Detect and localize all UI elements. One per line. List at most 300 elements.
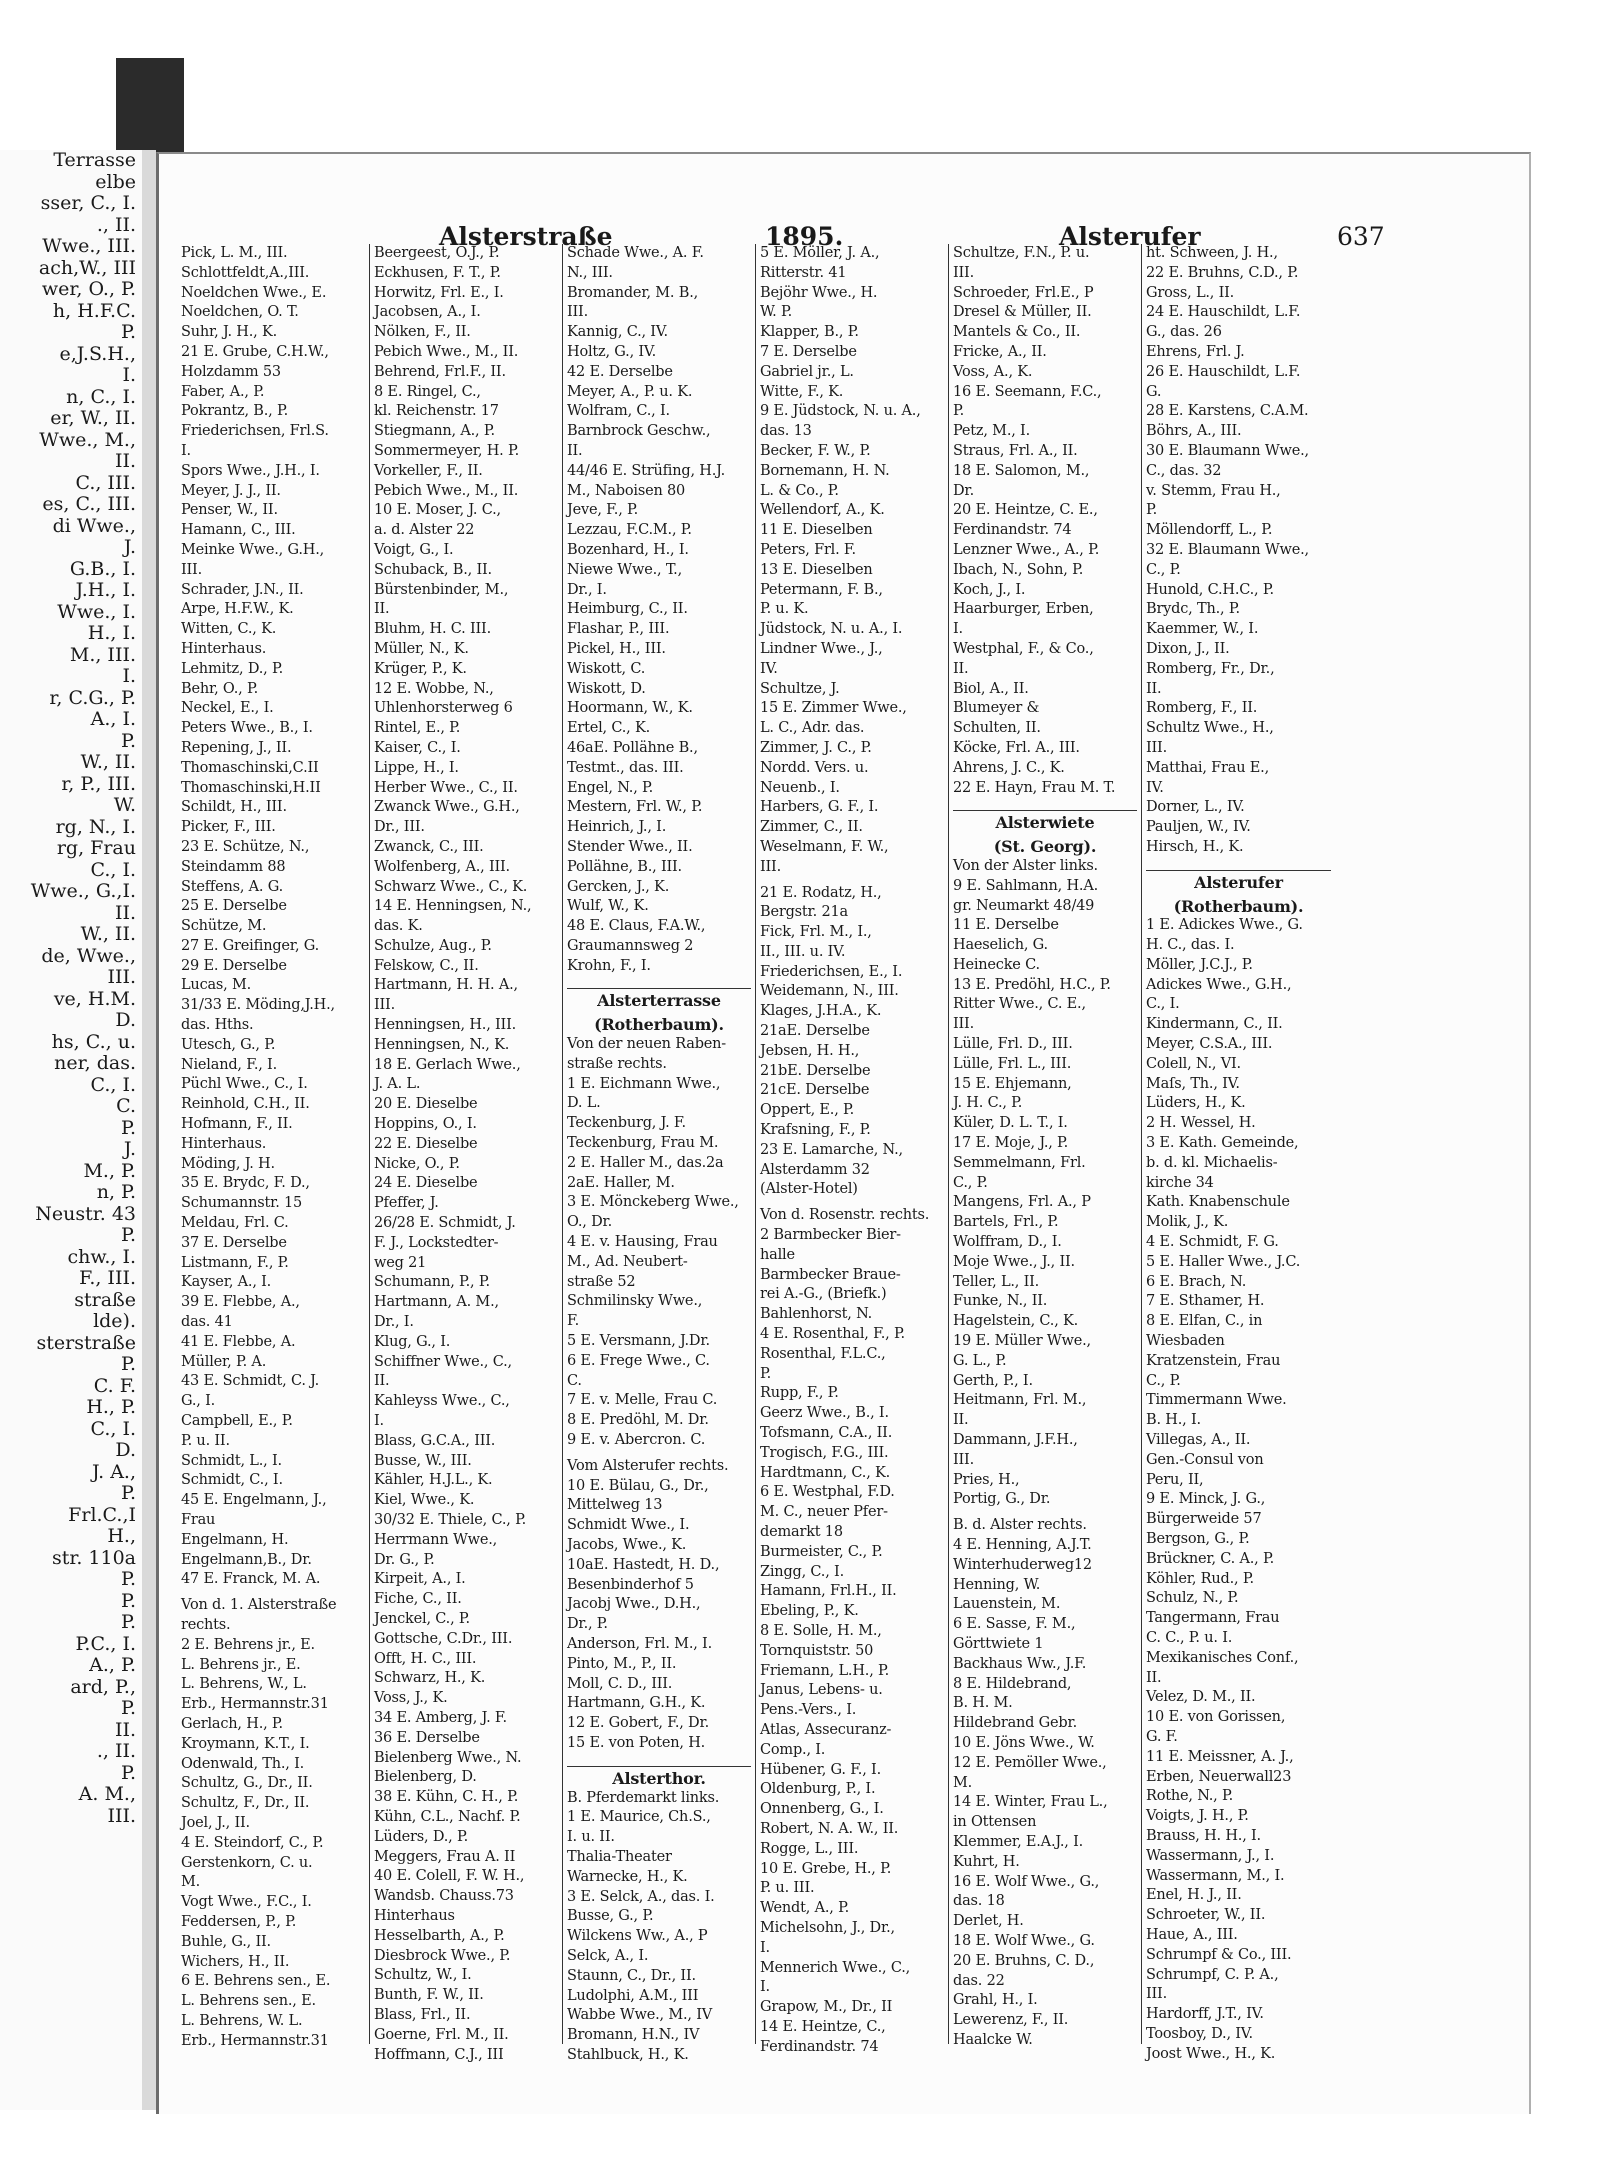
- directory-entry: Teckenburg, J. F.: [567, 1115, 686, 1132]
- fragment-line: ard, P.,: [70, 1675, 136, 1698]
- directory-entry: 15 E. Zimmer Wwe.,: [760, 700, 907, 717]
- directory-entry: Koch, J., I.: [953, 581, 1026, 598]
- directory-entry: Dr., P.: [567, 1616, 608, 1633]
- directory-column-6: [1142, 244, 1335, 2062]
- directory-entry: 34 E. Amberg, J. F.: [374, 1709, 507, 1726]
- directory-entry: 2 E. Behrens jr., E.: [181, 1636, 315, 1653]
- directory-entry: 30 E. Blaumann Wwe.,: [1146, 442, 1309, 459]
- directory-entry: Rupp, F., P.: [760, 1385, 839, 1402]
- directory-entry: Staunn, C., Dr., II.: [567, 1967, 696, 1984]
- directory-entry: Kuhrt, H.: [953, 1853, 1020, 1870]
- directory-entry: 5 E. Haller Wwe., J.C.: [1146, 1253, 1301, 1270]
- directory-entry: Görttwiete 1: [953, 1635, 1044, 1652]
- directory-entry: Wilckens Ww., A., P: [567, 1928, 708, 1945]
- directory-entry: Sommermeyer, H. P.: [374, 442, 520, 459]
- directory-entry: 12 E. Gobert, F., Dr.: [567, 1715, 710, 1732]
- street-heading: (Rotherbaum).: [594, 1015, 724, 1035]
- directory-entry: 6 E. Behrens sen., E.: [181, 1973, 331, 1990]
- directory-entry: 10 E. Grebe, H., P.: [760, 1860, 892, 1877]
- fragment-line: ve, H.M.: [53, 987, 136, 1010]
- directory-entry: Jebsen, H. H.,: [760, 1042, 860, 1059]
- directory-entry: a. d. Alster 22: [374, 522, 475, 539]
- directory-entry: Tornquiststr. 50: [760, 1642, 874, 1659]
- directory-entry: Herber Wwe., C., II.: [374, 779, 518, 796]
- directory-entry: rechts.: [181, 1616, 231, 1633]
- directory-entry: Bielenberg, D.: [374, 1769, 477, 1786]
- directory-entry: Pries, H.,: [953, 1471, 1020, 1488]
- directory-entry: Moje Wwe., J., II.: [953, 1253, 1075, 1270]
- directory-entry: 26/28 E. Schmidt, J.: [374, 1215, 516, 1232]
- directory-entry: M., Naboisen 80: [567, 482, 686, 499]
- directory-entry: P.: [1146, 502, 1158, 519]
- fragment-line: de, Wwe.,: [41, 944, 136, 967]
- fragment-line: r, C.G., P.: [49, 686, 136, 709]
- directory-entry: III.: [1146, 1986, 1167, 2003]
- directory-entry: Hartmann, G.H., K.: [567, 1695, 706, 1712]
- directory-entry: Uhlenhorsterweg 6: [374, 700, 513, 717]
- directory-entry: Michelsohn, J., Dr.,: [760, 1919, 895, 1936]
- directory-entry: Derlet, H.: [953, 1913, 1024, 1930]
- directory-entry: Behr, O., P.: [181, 680, 259, 697]
- directory-entry: Ahrens, J. C., K.: [953, 759, 1065, 776]
- street-heading: (St. Georg).: [993, 837, 1097, 857]
- directory-entry: Gercken, J., K.: [567, 878, 670, 895]
- directory-entry: Bromander, M. B.,: [567, 284, 699, 301]
- directory-entry: Engelmann, H.: [181, 1531, 289, 1548]
- directory-entry: Schultz, F., Dr., II.: [181, 1795, 310, 1812]
- directory-entry: Pokrantz, B., P.: [181, 403, 288, 420]
- directory-entry: 2 H. Wessel, H.: [1146, 1115, 1256, 1132]
- directory-entry: Böhrs, A., III.: [1146, 423, 1242, 440]
- directory-entry: L. Behrens sen., E.: [181, 1993, 316, 2010]
- directory-entry: Lüders, D., P.: [374, 1828, 468, 1845]
- directory-entry: Dr., I.: [567, 581, 607, 598]
- directory-entry: Felskow, C., II.: [374, 957, 479, 974]
- fragment-line: r, P., III.: [61, 772, 136, 795]
- directory-entry: Gabriel jr., L.: [760, 363, 854, 380]
- directory-entry: 37 E. Derselbe: [181, 1234, 287, 1251]
- fragment-line: W.: [113, 794, 136, 816]
- directory-entry: 12 E. Wobbe, N.,: [374, 680, 494, 697]
- directory-entry: 27 E. Greifinger, G.: [181, 937, 320, 954]
- directory-entry: Neuenb., I.: [760, 779, 840, 796]
- directory-entry: Beergeest, O.J., P.: [374, 245, 500, 261]
- directory-entry: Bornemann, H. N.: [760, 462, 890, 479]
- directory-entry: 35 E. Brydc, F. D.,: [181, 1175, 310, 1192]
- directory-entry: Diesbrock Wwe., P.: [374, 1947, 511, 1964]
- directory-entry: Meinke Wwe., G.H.,: [181, 541, 325, 558]
- directory-entry: Noeldchen Wwe., E.: [181, 284, 327, 301]
- directory-entry: 4 E. v. Hausing, Frau: [567, 1234, 718, 1251]
- directory-entry: III.: [374, 997, 395, 1014]
- directory-entry: Hamann, Frl.H., II.: [760, 1583, 897, 1600]
- directory-entry: Pollähne, B., III.: [567, 858, 682, 875]
- directory-entry: Molik, J., K.: [1146, 1214, 1229, 1231]
- directory-entry: 6 E. Frege Wwe., C.: [567, 1352, 710, 1369]
- fragment-line: F., III.: [79, 1267, 136, 1289]
- fragment-line: A., P.: [89, 1654, 136, 1676]
- directory-entry: Ebeling, P., K.: [760, 1603, 859, 1620]
- directory-entry: Hesselbarth, A., P.: [374, 1927, 505, 1944]
- directory-entry: Möllendorff, L., P.: [1146, 522, 1273, 539]
- fragment-line: P.: [121, 321, 136, 343]
- directory-entry: Ehrens, Frl. J.: [1146, 343, 1245, 360]
- directory-entry: 42 E. Derselbe: [567, 363, 673, 380]
- fragment-line: wer, O., P.: [41, 278, 136, 300]
- directory-entry: das. 22: [953, 1972, 1005, 1989]
- directory-entry: Janus, Lebens- u.: [760, 1682, 883, 1699]
- fragment-line: P.: [121, 1482, 136, 1504]
- directory-entry: das. K.: [374, 918, 423, 935]
- fragment-line: P.: [121, 1611, 136, 1633]
- fragment-line: Frl.C.,I: [68, 1503, 136, 1526]
- fragment-line: P.: [121, 1589, 136, 1612]
- fragment-line: P.: [121, 1568, 136, 1590]
- directory-entry: Pebich Wwe., M., II.: [374, 482, 519, 499]
- fragment-line: A., I.: [90, 708, 136, 730]
- directory-entry: G.: [1146, 383, 1162, 400]
- directory-entry: Wellendorf, A., K.: [760, 502, 885, 519]
- directory-entry: Bunth, F. W., II.: [374, 1987, 484, 2004]
- directory-entry: [1146, 858, 1331, 864]
- directory-entry: Bergson, G., P.: [1146, 1531, 1250, 1547]
- directory-entry: Heinecke C.: [953, 956, 1040, 973]
- fragment-line: H., P.: [86, 1396, 136, 1418]
- directory-entry: v. Stemm, Frau H.,: [1146, 482, 1281, 499]
- directory-entry: Kiel, Wwe., K.: [374, 1492, 475, 1509]
- directory-entry: Hartmann, H. H. A.,: [374, 977, 518, 994]
- street-heading: Alsterwiete: [953, 810, 1137, 833]
- directory-entry: Schmidt, L., I.: [181, 1452, 282, 1469]
- directory-entry: Holzdamm 53: [181, 363, 281, 380]
- directory-entry: Lülle, Frl. L., III.: [953, 1055, 1072, 1072]
- fragment-line: hs, C., u.: [51, 1030, 136, 1053]
- directory-entry: Mexikanisches Conf.,: [1146, 1649, 1299, 1666]
- directory-entry: 45 E. Engelmann, J.,: [181, 1492, 327, 1509]
- fragment-line: es, C., III.: [42, 493, 136, 515]
- fragment-line: M., P.: [83, 1159, 136, 1182]
- directory-entry: II.: [1146, 680, 1162, 697]
- directory-entry: 13 E. Dieselben: [760, 561, 873, 578]
- directory-column-4: [756, 244, 949, 2055]
- directory-entry: Picker, F., III.: [181, 819, 276, 836]
- directory-entry: Bartels, Frl., P.: [953, 1214, 1059, 1231]
- directory-entry: C., P.: [1146, 561, 1181, 578]
- directory-entry: F. J., Lockstedter-: [374, 1234, 499, 1251]
- directory-entry: Schrumpf & Co., III.: [1146, 1946, 1292, 1963]
- directory-entry: Kindermann, C., II.: [1146, 1016, 1283, 1033]
- directory-entry: Möding, J. H.: [181, 1155, 275, 1172]
- fragment-line: J.: [123, 536, 136, 558]
- directory-entry: 5 E. Versmann, J.Dr.: [567, 1333, 710, 1350]
- directory-entry: Meyer, C.S.A., III.: [1146, 1036, 1273, 1053]
- directory-entry: Stiegmann, A., P.: [374, 423, 495, 440]
- street-heading: Alsterufer: [1146, 870, 1331, 893]
- fragment-line: W., II.: [80, 751, 136, 773]
- directory-entry: Meyer, J. J., II.: [181, 482, 281, 499]
- directory-entry: kirche 34: [1146, 1174, 1214, 1191]
- directory-entry: C., P.: [1146, 1372, 1181, 1389]
- directory-entry: Erb., Hermannstr.31: [181, 2032, 329, 2049]
- directory-entry: Frau: [181, 1512, 216, 1528]
- directory-entry: Faber, A., P.: [181, 383, 265, 400]
- directory-entry: M. C., neuer Pfer-: [760, 1504, 888, 1521]
- fragment-line: di Wwe.,: [52, 514, 136, 537]
- directory-entry: Hunold, C.H.C., P.: [1146, 581, 1274, 598]
- directory-entry: B. Pferdemarkt links.: [567, 1789, 720, 1806]
- directory-entry: Tangermann, Frau: [1146, 1610, 1280, 1627]
- directory-entry: B. H., I.: [1146, 1412, 1201, 1429]
- directory-entry: Graumannsweg 2: [567, 937, 694, 954]
- directory-entry: Neckel, E., I.: [181, 700, 274, 717]
- directory-entry: Henning, W.: [953, 1576, 1041, 1593]
- directory-entry: Portig, G., Dr.: [953, 1491, 1051, 1508]
- directory-entry: I.: [374, 1413, 384, 1430]
- directory-entry: 10 E. Jöns Wwe., W.: [953, 1734, 1095, 1751]
- directory-entry: Schlottfeldt,A.,III.: [181, 264, 310, 281]
- directory-entry: III.: [1146, 739, 1167, 756]
- directory-entry: Hofmann, F., II.: [181, 1116, 293, 1133]
- directory-entry: Gen.-Consul von: [1146, 1451, 1264, 1468]
- fragment-line: P.: [121, 1116, 136, 1139]
- header-street-right: Alsterufer: [1059, 222, 1201, 251]
- directory-entry: Schuback, B., II.: [374, 561, 492, 578]
- directory-entry: Thomaschinski,H.II: [181, 779, 321, 796]
- directory-entry: Timmermann Wwe.: [1146, 1392, 1287, 1409]
- directory-entry: I.: [760, 1939, 770, 1956]
- directory-entry: Hardtmann, C., K.: [760, 1464, 891, 1481]
- directory-entry: Adickes Wwe., G.H.,: [1146, 976, 1292, 993]
- directory-entry: 6 E. Brach, N.: [1146, 1273, 1247, 1290]
- directory-entry: C., das. 32: [1146, 462, 1222, 479]
- directory-entry: Toosboy, D., IV.: [1146, 2025, 1253, 2042]
- directory-entry: Wabbe Wwe., M., IV: [567, 2007, 713, 2024]
- directory-entry: Thalia-Theater: [567, 1848, 672, 1865]
- fragment-line: Wwe., I.: [57, 600, 136, 623]
- directory-entry: Lauenstein, M.: [953, 1596, 1061, 1613]
- directory-entry: Küler, D. L. T., I.: [953, 1115, 1068, 1132]
- directory-entry: Noeldchen, O. T.: [181, 304, 299, 321]
- directory-entry: Mestern, Frl. W., P.: [567, 799, 703, 816]
- directory-entry: Haue, A., III.: [1146, 1926, 1238, 1943]
- directory-entry: Hardorff, J.T., IV.: [1146, 2006, 1264, 2023]
- directory-entry: 7 E. Sthamer, H.: [1146, 1293, 1265, 1310]
- directory-entry: Müller, N., K.: [374, 640, 469, 657]
- directory-entry: gr. Neumarkt 48/49: [953, 897, 1095, 914]
- directory-entry: Henningsen, N., K.: [374, 1036, 510, 1053]
- directory-entry: Joost Wwe., H., K.: [1146, 2045, 1276, 2062]
- directory-entry: Kähler, H.J.L., K.: [374, 1472, 493, 1489]
- directory-entry: Kratzenstein, Frau: [1146, 1352, 1281, 1369]
- directory-entry: Vogt Wwe., F.C., I.: [181, 1894, 312, 1911]
- directory-entry: I.: [953, 621, 963, 638]
- directory-entry: Voigt, G., I.: [374, 541, 454, 558]
- fragment-line: sser, C., I.: [40, 192, 136, 214]
- directory-entry: Peters Wwe., B., I.: [181, 720, 313, 737]
- fragment-line: III.: [107, 1804, 136, 1827]
- directory-entry: 2 E. Haller M., das.2a: [567, 1154, 724, 1171]
- directory-entry: Bejöhr Wwe., H.: [760, 284, 878, 301]
- directory-entry: Schultz Wwe., H.,: [1146, 720, 1274, 737]
- fragment-line: Neustr. 43: [35, 1202, 136, 1225]
- directory-entry: Maſs, Th., IV.: [1146, 1075, 1240, 1092]
- directory-entry: M.: [181, 1874, 201, 1891]
- street-heading: (Rotherbaum).: [1173, 896, 1304, 916]
- directory-entry: Klug, G., I.: [374, 1333, 451, 1350]
- directory-entry: 3 E. Mönckeberg Wwe.,: [567, 1194, 739, 1211]
- directory-entry: Von der neuen Raben-: [567, 1036, 727, 1053]
- fragment-line: Terrasse: [53, 149, 136, 171]
- directory-entry: Bürstenbinder, M.,: [374, 581, 509, 598]
- directory-entry: C., I.: [1146, 996, 1180, 1013]
- directory-entry: Westphal, F., & Co.,: [953, 640, 1094, 657]
- directory-entry: Weselmann, F. W.,: [760, 838, 889, 855]
- fragment-line: J. A.,: [91, 1460, 136, 1483]
- directory-entry: Müller, P. A.: [181, 1353, 267, 1370]
- fragment-line: G.B., I.: [69, 557, 136, 580]
- directory-entry: Rothe, N., P.: [1146, 1788, 1234, 1805]
- directory-entry: Biol, A., II.: [953, 680, 1029, 697]
- directory-entry: Besenbinderhof 5: [567, 1576, 694, 1593]
- directory-entry: Goerne, Frl. M., II.: [374, 2026, 509, 2043]
- directory-entry: 7 E. Derselbe: [760, 343, 857, 360]
- directory-entry: 31/33 E. Möding,J.H.,: [181, 997, 335, 1014]
- directory-entry: 10 E. von Gorissen,: [1146, 1709, 1286, 1726]
- directory-entry: Heinrich, J., I.: [567, 819, 667, 836]
- directory-entry: J. H. C., P.: [953, 1095, 1023, 1112]
- directory-entry: Hildebrand Gebr.: [953, 1715, 1078, 1732]
- directory-entry: II.: [374, 601, 390, 618]
- directory-page: [156, 152, 1531, 2114]
- directory-entry: Schildt, H., III.: [181, 799, 287, 816]
- directory-entry: II.: [374, 1373, 390, 1390]
- directory-entry: 40 E. Colell, F. W. H.,: [374, 1868, 525, 1885]
- directory-entry: Erb., Hermannstr.31: [181, 1696, 329, 1713]
- fragment-line: sterstraße: [36, 1331, 136, 1354]
- fragment-line: P.: [121, 1353, 136, 1375]
- fragment-line: ., II.: [96, 213, 136, 236]
- directory-entry: Kahleyss Wwe., C.,: [374, 1393, 510, 1410]
- directory-entry: 20 E. Dieselbe: [374, 1096, 478, 1113]
- directory-entry: Oldenburg, P., I.: [760, 1781, 876, 1798]
- directory-entry: Lehmitz, D., P.: [181, 660, 283, 677]
- directory-entry: Behrend, Frl.F., II.: [374, 363, 506, 380]
- directory-entry: Ertel, C., K.: [567, 720, 651, 737]
- directory-entry: Jacobsen, A., I.: [374, 304, 481, 321]
- directory-entry: 1 E. Eichmann Wwe.,: [567, 1075, 721, 1092]
- fragment-line: n, C., I.: [66, 385, 136, 408]
- directory-entry: II.: [567, 442, 583, 459]
- directory-entry: IV.: [1146, 779, 1164, 796]
- directory-entry: Hoffmann, C.J., III: [374, 2046, 504, 2063]
- directory-entry: Vorkeller, F., II.: [374, 462, 483, 479]
- directory-entry: 24 E. Hauschildt, L.F.: [1146, 304, 1301, 321]
- directory-entry: Trogisch, F.G., III.: [760, 1444, 889, 1461]
- fragment-line: P.: [121, 1761, 136, 1784]
- directory-entry: Nicke, O., P.: [374, 1155, 460, 1172]
- directory-entry: Onnenberg, G., I.: [760, 1801, 884, 1818]
- directory-entry: Backhaus Ww., J.F.: [953, 1655, 1087, 1672]
- directory-entry: Rosenthal, F.L.C.,: [760, 1345, 886, 1362]
- directory-entry: Pens.-Vers., I.: [760, 1702, 857, 1719]
- directory-entry: Köcke, Frl. A., III.: [953, 739, 1080, 756]
- directory-entry: Schiffner Wwe., C.,: [374, 1353, 512, 1370]
- directory-entry: L. Behrens jr., E.: [181, 1656, 301, 1673]
- directory-entry: 4 E. Rosenthal, F., P.: [760, 1326, 905, 1343]
- directory-entry: Wolffram, D., I.: [953, 1234, 1062, 1251]
- directory-entry: C., P.: [953, 1174, 988, 1191]
- directory-entry: Colell, N., VI.: [1146, 1055, 1241, 1072]
- directory-entry: Schulz, N., P.: [1146, 1590, 1239, 1607]
- directory-entry: Nieland, F., I.: [181, 1056, 277, 1073]
- directory-entry: Harbers, G. F., I.: [760, 799, 879, 816]
- directory-entry: das. 41: [181, 1314, 233, 1331]
- directory-entry: Listmann, F., P.: [181, 1254, 289, 1271]
- directory-entry: Heitmann, Frl. M.,: [953, 1392, 1087, 1409]
- directory-entry: Schmidt Wwe., I.: [567, 1517, 690, 1534]
- directory-entry: D. L.: [567, 1095, 601, 1112]
- directory-entry: 7 E. v. Melle, Frau C.: [567, 1392, 718, 1409]
- directory-entry: Meldau, Frl. C.: [181, 1215, 289, 1232]
- fragment-line: A. M.,: [78, 1783, 136, 1805]
- fragment-line: II.: [114, 450, 136, 472]
- directory-entry: II.: [953, 1412, 969, 1429]
- directory-entry: 39 E. Flebbe, A.,: [181, 1294, 300, 1311]
- directory-entry: das. 18: [953, 1893, 1005, 1910]
- fragment-line: ach,W., III: [38, 256, 136, 279]
- directory-entry: Fricke, A., II.: [953, 343, 1047, 360]
- directory-entry: Friemann, L.H., P.: [760, 1662, 890, 1679]
- directory-entry: Möller, J.C.J., P.: [1146, 956, 1253, 973]
- directory-entry: Dr. G., P.: [374, 1551, 435, 1568]
- directory-entry: 17 E. Moje, J., P.: [953, 1135, 1069, 1152]
- directory-entry: Robert, N. A. W., II.: [760, 1820, 899, 1837]
- directory-entry: O., Dr.: [567, 1214, 613, 1231]
- directory-entry: 18 E. Gerlach Wwe.,: [374, 1056, 521, 1073]
- directory-entry: Hinterhaus.: [181, 1135, 267, 1152]
- directory-entry: 22 E. Dieselbe: [374, 1135, 478, 1152]
- directory-entry: Lenzner Wwe., A., P.: [953, 541, 1100, 558]
- directory-entry: 6 E. Sasse, F. M.,: [953, 1616, 1076, 1633]
- directory-entry: weg 21: [374, 1254, 427, 1271]
- directory-entry: Wichers, H., II.: [181, 1953, 290, 1970]
- directory-entry: Barmbecker Braue-: [760, 1266, 901, 1283]
- directory-entry: Haalcke W.: [953, 2031, 1033, 2048]
- directory-entry: Spors Wwe., J.H., I.: [181, 462, 320, 479]
- directory-entry: Jeve, F., P.: [567, 502, 639, 519]
- directory-entry: Buhle, G., II.: [181, 1933, 271, 1950]
- directory-entry: 10 E. Bülau, G., Dr.,: [567, 1477, 709, 1494]
- directory-entry: Mangens, Frl. A., P: [953, 1194, 1091, 1211]
- directory-entry: Zimmer, C., II.: [760, 819, 863, 836]
- directory-entry: Ferdinandstr. 74: [760, 2038, 879, 2055]
- directory-entry: Matthai, Frau E.,: [1146, 759, 1269, 776]
- fragment-line: rg, N., I.: [55, 815, 136, 838]
- directory-entry: Hamann, C., III.: [181, 522, 296, 539]
- directory-entry: Brydc, Th., P.: [1146, 601, 1240, 618]
- directory-entry: Jenckel, C., P.: [374, 1610, 470, 1627]
- fragment-line: P.: [121, 1697, 136, 1719]
- directory-entry: 8 E. Solle, H. M.,: [760, 1622, 882, 1639]
- directory-entry: Steindamm 88: [181, 858, 286, 875]
- directory-entry: III.: [953, 264, 974, 281]
- directory-entry: 16 E. Seemann, F.C.,: [953, 383, 1102, 400]
- directory-entry: Grahl, H., I.: [953, 1992, 1038, 2009]
- directory-entry: Horwitz, Frl. E., I.: [374, 284, 504, 301]
- directory-entry: Gottsche, C.Dr., III.: [374, 1630, 513, 1647]
- directory-entry: 15 E. Ehjemann,: [953, 1075, 1072, 1092]
- fragment-line: str. 110a: [51, 1546, 136, 1569]
